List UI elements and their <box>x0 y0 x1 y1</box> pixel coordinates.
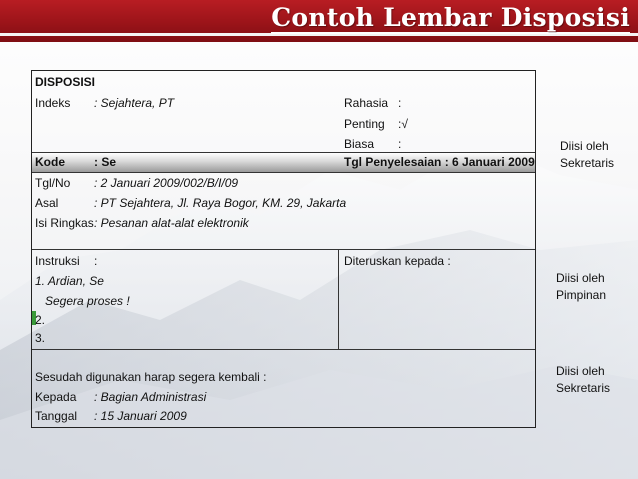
side-note-line2: Sekretaris <box>560 156 615 170</box>
disposition-form <box>31 70 536 428</box>
isi-ringkas-label: Isi Ringkas <box>35 216 94 230</box>
instruksi-item-1: 1. Ardian, Se <box>35 274 104 288</box>
tglno-label: Tgl/No <box>35 176 71 190</box>
side-note-line1: Diisi oleh <box>556 271 605 285</box>
biasa-value: : <box>398 137 402 151</box>
instruksi-item-2: 2. <box>35 313 46 327</box>
tglno-value: : 2 Januari 2009/002/B/I/09 <box>94 176 239 190</box>
side-note-sekretaris-2 <box>556 363 610 397</box>
penting-label: Penting <box>344 117 385 131</box>
divider-2 <box>32 349 535 350</box>
tanggal-label: Tanggal <box>35 409 78 423</box>
side-note-line1: Diisi oleh <box>556 364 605 378</box>
penting-value: :√ <box>398 117 408 131</box>
form-heading: DISPOSISI <box>35 75 96 89</box>
side-note-sekretaris-1 <box>560 138 614 172</box>
instruksi-item-1-note: Segera proses ! <box>45 294 130 308</box>
divider-1 <box>32 249 535 250</box>
tgl-penyelesaian: Tgl Penyelesaian : 6 Januari 2009 <box>344 155 535 169</box>
instruksi-label: Instruksi <box>35 254 80 268</box>
rahasia-label: Rahasia <box>344 96 389 110</box>
kode-value: : Se <box>94 155 117 169</box>
side-note-line2: Pimpinan <box>556 288 607 302</box>
tanggal-value: : 15 Januari 2009 <box>94 409 187 423</box>
side-note-line1: Diisi oleh <box>560 139 609 153</box>
asal-value: : PT Sejahtera, Jl. Raya Bogor, KM. 29, Jakarta <box>94 196 347 210</box>
vertical-divider <box>338 249 339 349</box>
sesudah-text: Sesudah digunakan harap segera kembali : <box>35 370 267 384</box>
instruksi-item-3: 3. <box>35 331 46 345</box>
asal-label: Asal <box>35 196 59 210</box>
rahasia-value: : <box>398 96 402 110</box>
page-title: Contoh Lembar Disposisi <box>271 3 630 32</box>
kepada-value: : Bagian Administrasi <box>94 390 207 404</box>
side-note-pimpinan <box>556 270 606 304</box>
instruksi-colon: : <box>94 254 98 268</box>
indeks-label: Indeks <box>35 96 71 110</box>
title-bar <box>0 0 638 42</box>
side-note-line2: Sekretaris <box>556 381 611 395</box>
diteruskan-label: Diteruskan kepada : <box>344 254 451 268</box>
kepada-label: Kepada <box>35 390 77 404</box>
biasa-label: Biasa <box>344 137 375 151</box>
indeks-value: : Sejahtera, PT <box>94 96 175 110</box>
kode-label: Kode <box>35 155 65 169</box>
isi-ringkas-value: : Pesanan alat-alat elektronik <box>94 216 249 230</box>
